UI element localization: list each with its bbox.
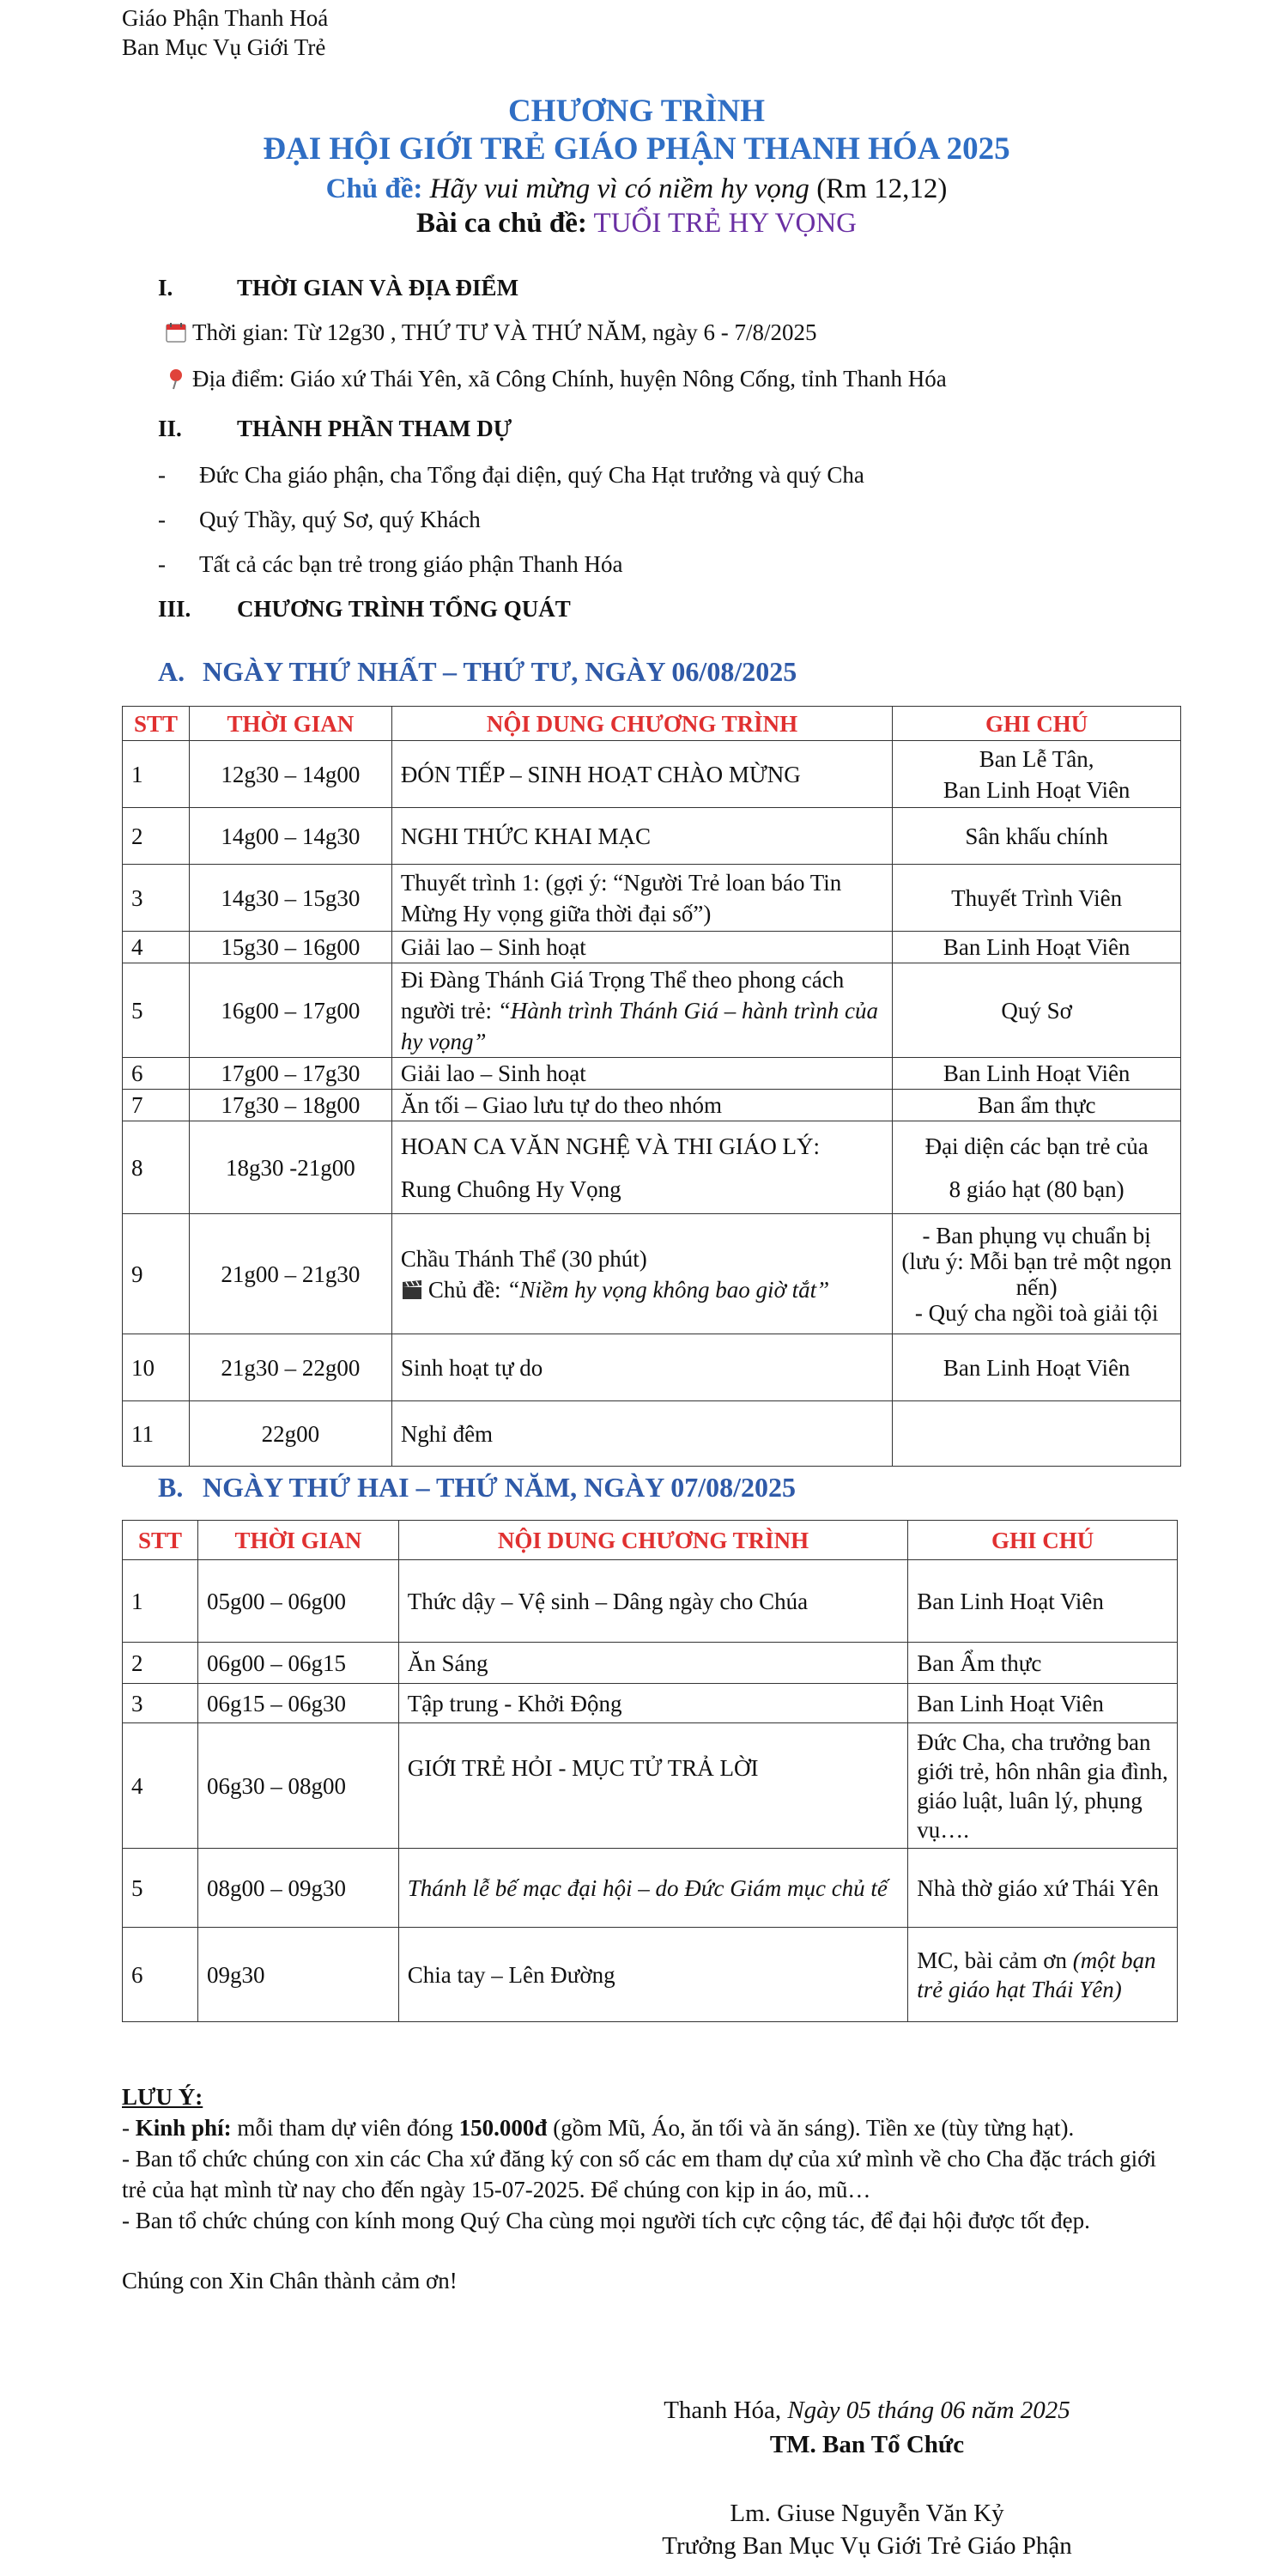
cell-time: 05g00 – 06g00: [197, 1560, 398, 1643]
section-3-number: III.: [158, 596, 191, 622]
cell-content: Sinh hoạt tự do: [391, 1334, 892, 1401]
calendar-icon: [165, 321, 187, 343]
cell-stt: 1: [123, 741, 190, 808]
day-b-number: B.: [158, 1472, 184, 1503]
note-line: Đại diện các bạn trẻ của: [924, 1133, 1149, 1159]
cell-stt: 6: [123, 1928, 198, 2022]
cell-time: 22g00: [189, 1401, 391, 1467]
cell-content: Giải lao – Sinh hoạt: [391, 932, 892, 963]
header-stt: STT: [123, 707, 190, 741]
day-b-table: [122, 1520, 1178, 2022]
cell-note: Đức Cha, cha trưởng ban giới trẻ, hôn nhân gia đình, giáo luật, luân lý, phụng vụ….: [908, 1723, 1178, 1849]
cell-stt: 10: [123, 1334, 190, 1401]
table-row: [123, 1684, 1178, 1723]
cell-stt: 1: [123, 1560, 198, 1643]
table-row: [123, 1849, 1178, 1928]
cell-note: Ban Linh Hoạt Viên: [893, 1058, 1181, 1090]
table-row: [123, 1560, 1178, 1643]
dash: -: [158, 551, 166, 577]
cell-stt: 9: [123, 1214, 190, 1334]
place-line: [165, 366, 947, 392]
content-line: [401, 1274, 883, 1305]
cell-content: [391, 963, 892, 1058]
cell-time: 21g00 – 21g30: [189, 1214, 391, 1334]
cell-content: Thuyết trình 1: (gợi ý: “Người Trẻ loan báo Tin Mừng Hy vọng giữa thời đại số”): [391, 865, 892, 932]
day-a-title: NGÀY THỨ NHẤT – THỨ TƯ, NGÀY 06/08/2025: [203, 656, 797, 687]
theme-text: Hãy vui mừng vì có niềm hy vọng: [429, 173, 809, 204]
cell-time: 06g15 – 06g30: [197, 1684, 398, 1723]
theme-line: [0, 173, 1273, 205]
cell-content: ĐÓN TIẾP – SINH HOẠT CHÀO MỪNG: [391, 741, 892, 808]
content-line: HOAN CA VĂN NGHỆ VÀ THI GIÁO LÝ:: [400, 1133, 821, 1159]
place-text: Địa điểm: Giáo xứ Thái Yên, xã Công Chính, huyện Nông Cống, tỉnh Thanh Hóa: [192, 366, 947, 392]
header-content: NỘI DUNG CHƯƠNG TRÌNH: [398, 1521, 907, 1560]
section-1-number: I.: [158, 275, 173, 301]
thanks-line: Chúng con Xin Chân thành cảm ơn!: [122, 2268, 458, 2293]
org-line-2: Ban Mục Vụ Giới Trẻ: [122, 34, 326, 60]
cell-stt: 2: [123, 808, 190, 865]
content-line: Rung Chuông Hy Vọng: [400, 1176, 621, 1202]
cell-note: Ban ẩm thực: [893, 1090, 1181, 1121]
table-row: [123, 1928, 1178, 2022]
cell-time: 18g30 -21g00: [189, 1121, 391, 1214]
cell-stt: 5: [123, 963, 190, 1058]
cell-stt: 6: [123, 1058, 190, 1090]
table-row: [123, 741, 1181, 808]
cell-content: Ăn Sáng: [398, 1643, 907, 1684]
cell-content: Tập trung - Khởi Động: [398, 1684, 907, 1723]
header-time: THỜI GIAN: [189, 707, 391, 741]
time-text: Thời gian: Từ 12g30 , THỨ TƯ VÀ THỨ NĂM, ngày 6 - 7/8/2025: [192, 319, 817, 345]
table-row: [123, 1058, 1181, 1090]
table-row: [123, 1334, 1181, 1401]
cell-note: Ban Linh Hoạt Viên: [908, 1560, 1178, 1643]
cell-note: [893, 1121, 1181, 1214]
note-line: - Quý cha ngồi toà giải tội: [914, 1299, 1159, 1326]
cell-time: 06g30 – 08g00: [197, 1723, 398, 1849]
day-a-heading: [158, 656, 797, 688]
section-2-heading: [158, 416, 512, 442]
table-row: [123, 1643, 1178, 1684]
note-cooperation: - Ban tổ chức chúng con kính mong Quý Cha cùng mọi người tích cực cộng tác, để đại hội được tốt đẹp.: [122, 2208, 1090, 2233]
section-3-heading: [158, 596, 571, 623]
note-registration: - Ban tổ chức chúng con xin các Cha xứ đăng ký con số các em tham dự của xứ mình về cho Cha đặc trách giới trẻ của hạt mình từ nay cho đến ngày 15-07-2025. Để chúng con kịp in áo, mũ…: [122, 2146, 1156, 2202]
table-row: [123, 1401, 1181, 1467]
cell-note: [893, 1214, 1181, 1334]
theme-ref: (Rm 12,12): [816, 173, 948, 204]
cell-note: Ban Ẩm thực: [908, 1643, 1178, 1684]
cell-note: Thuyết Trình Viên: [893, 865, 1181, 932]
note-line: (lưu ý: Mỗi bạn trẻ một ngọn nến): [901, 1248, 1172, 1300]
day-b-title: NGÀY THỨ HAI – THỨ NĂM, NGÀY 07/08/2025: [203, 1472, 796, 1503]
cell-time: 12g30 – 14g00: [189, 741, 391, 808]
org-line-1: Giáo Phận Thanh Hoá: [122, 5, 329, 31]
section-2-title: THÀNH PHẦN THAM DỰ: [237, 416, 512, 441]
fee-text: mỗi tham dự viên đóng: [231, 2115, 459, 2141]
cell-stt: 11: [123, 1401, 190, 1467]
cell-content: Nghỉ đêm: [391, 1401, 892, 1467]
song-label: Bài ca chủ đề:: [415, 208, 587, 239]
attendee-text: Tất cả các bạn trẻ trong giáo phận Thanh Hóa: [199, 551, 623, 577]
cell-stt: 7: [123, 1090, 190, 1121]
signature-tm: TM. Ban Tổ Chức: [769, 2431, 965, 2458]
cell-content: [391, 1214, 892, 1334]
signature-date: [515, 2394, 1219, 2427]
table-row: [123, 1723, 1178, 1849]
cell-time: 15g30 – 16g00: [189, 932, 391, 963]
cell-time: 14g30 – 15g30: [189, 865, 391, 932]
cell-content: [391, 1121, 892, 1214]
signature-role: Trưởng Ban Mục Vụ Giới Trẻ Giáo Phận: [662, 2532, 1072, 2560]
cell-stt: 4: [123, 1723, 198, 1849]
cell-content: Chia tay – Lên Đường: [398, 1928, 907, 2022]
cell-note: [893, 741, 1181, 808]
cell-note: [893, 1401, 1181, 1467]
cell-stt: 3: [123, 1684, 198, 1723]
cell-note: Ban Linh Hoạt Viên: [908, 1684, 1178, 1723]
cell-time: 17g00 – 17g30: [189, 1058, 391, 1090]
cell-note: Sân khấu chính: [893, 808, 1181, 865]
fee-text-2: (gồm Mũ, Áo, ăn tối và ăn sáng). Tiền xe (tùy từng hạt).: [547, 2115, 1075, 2141]
table-row: [123, 963, 1181, 1058]
fee-label: Kinh phí:: [135, 2115, 232, 2141]
content-text: Đi Đàng Thánh Giá Trọng Thể theo phong cách người trẻ:: [400, 966, 845, 1024]
cell-content: GIỚI TRẺ HỎI - MỤC TỬ TRẢ LỜI: [398, 1723, 907, 1849]
attendee-text: Quý Thầy, quý Sơ, quý Khách: [199, 507, 481, 532]
header-time: THỜI GIAN: [197, 1521, 398, 1560]
attendee-item: [158, 507, 481, 533]
cell-stt: 5: [123, 1849, 198, 1928]
cell-note: Quý Sơ: [893, 963, 1181, 1058]
table-header-row: [123, 707, 1181, 741]
fee-amount: 150.000đ: [458, 2115, 548, 2141]
cell-note: Ban Linh Hoạt Viên: [893, 1334, 1181, 1401]
cell-note: [908, 1928, 1178, 2022]
cell-stt: 4: [123, 932, 190, 963]
cell-note: Ban Linh Hoạt Viên: [893, 932, 1181, 963]
theme-label: Chủ đề:: [325, 173, 423, 204]
section-1-heading: [158, 275, 518, 301]
notes-block: [122, 2081, 1186, 2296]
table-row: [123, 808, 1181, 865]
cell-content: NGHI THỨC KHAI MẠC: [391, 808, 892, 865]
table-row: [123, 1214, 1181, 1334]
dash: -: [158, 462, 166, 488]
cell-stt: 8: [123, 1121, 190, 1214]
table-row: [123, 1121, 1181, 1214]
note-italic: (một bạn trẻ giáo hạt Thái Yên): [917, 1947, 1156, 2002]
cell-time: 16g00 – 17g00: [189, 963, 391, 1058]
cell-content: Thức dậy – Vệ sinh – Dâng ngày cho Chúa: [398, 1560, 907, 1643]
day-a-table: [122, 706, 1181, 1467]
cell-time: 06g00 – 06g15: [197, 1643, 398, 1684]
song-title-text: TUỔI TRẺ HY VỌNG: [593, 208, 858, 239]
header-note: GHI CHÚ: [908, 1521, 1178, 1560]
section-3-title: CHƯƠNG TRÌNH TỔNG QUÁT: [237, 596, 571, 622]
note-text: MC, bài cảm ơn: [917, 1947, 1073, 1973]
signature-date-text: Ngày 05 tháng 06 năm 2025: [787, 2397, 1070, 2424]
content-italic: “Hành trình Thánh Giá – hành trình của hy vọng”: [400, 997, 879, 1054]
header-note: GHI CHÚ: [893, 707, 1181, 741]
note-dash: -: [122, 2115, 136, 2141]
cell-content: Thánh lễ bế mạc đại hội – do Đức Giám mục chủ tế: [398, 1849, 907, 1928]
cell-time: 14g00 – 14g30: [189, 808, 391, 865]
cell-note: Nhà thờ giáo xứ Thái Yên: [908, 1849, 1178, 1928]
content-label: Chủ đề:: [427, 1276, 507, 1303]
attendee-text: Đức Cha giáo phận, cha Tổng đại diện, quý Cha Hạt trưởng và quý Cha: [199, 462, 864, 488]
content-line: Chầu Thánh Thể (30 phút): [400, 1245, 647, 1272]
clapperboard-icon: [401, 1279, 423, 1301]
cell-stt: 3: [123, 865, 190, 932]
event-title: ĐẠI HỘI GIỚI TRẺ GIÁO PHẬN THANH HÓA 2025: [263, 131, 1010, 167]
day-b-heading: [158, 1472, 796, 1504]
cell-time: 17g30 – 18g00: [189, 1090, 391, 1121]
note-line: Ban Linh Hoạt Viên: [943, 776, 1131, 803]
content-italic: “Niềm hy vọng không bao giờ tắt”: [506, 1276, 830, 1303]
dash: -: [158, 507, 166, 532]
header-stt: STT: [123, 1521, 198, 1560]
signature-name: Lm. Giuse Nguyễn Văn Kỷ: [730, 2500, 1004, 2527]
song-line: [0, 208, 1273, 240]
cell-stt: 2: [123, 1643, 198, 1684]
note-fee: [122, 2112, 1186, 2143]
time-line: [165, 319, 817, 346]
table-header-row: [123, 1521, 1178, 1560]
pin-icon: [165, 368, 187, 390]
note-line: - Ban phụng vụ chuẩn bị: [922, 1222, 1151, 1249]
note-line: 8 giáo hạt (80 bạn): [949, 1176, 1124, 1202]
cell-time: 21g30 – 22g00: [189, 1334, 391, 1401]
cell-time: 09g30: [197, 1928, 398, 2022]
table-row: [123, 865, 1181, 932]
attendee-item: [158, 551, 623, 578]
signature-place: Thanh Hóa,: [664, 2397, 788, 2424]
table-row: [123, 932, 1181, 963]
cell-time: 08g00 – 09g30: [197, 1849, 398, 1928]
section-1-title: THỜI GIAN VÀ ĐỊA ĐIỂM: [237, 275, 519, 301]
section-2-number: II.: [158, 416, 182, 441]
note-line: Ban Lễ Tân,: [979, 745, 1094, 772]
attendee-item: [158, 462, 864, 489]
program-title: CHƯƠNG TRÌNH: [507, 94, 766, 129]
day-a-number: A.: [158, 656, 185, 687]
notes-heading: LƯU Ý:: [122, 2084, 203, 2110]
cell-content: Ăn tối – Giao lưu tự do theo nhóm: [391, 1090, 892, 1121]
table-row: [123, 1090, 1181, 1121]
header-content: NỘI DUNG CHƯƠNG TRÌNH: [391, 707, 892, 741]
cell-content: Giải lao – Sinh hoạt: [391, 1058, 892, 1090]
